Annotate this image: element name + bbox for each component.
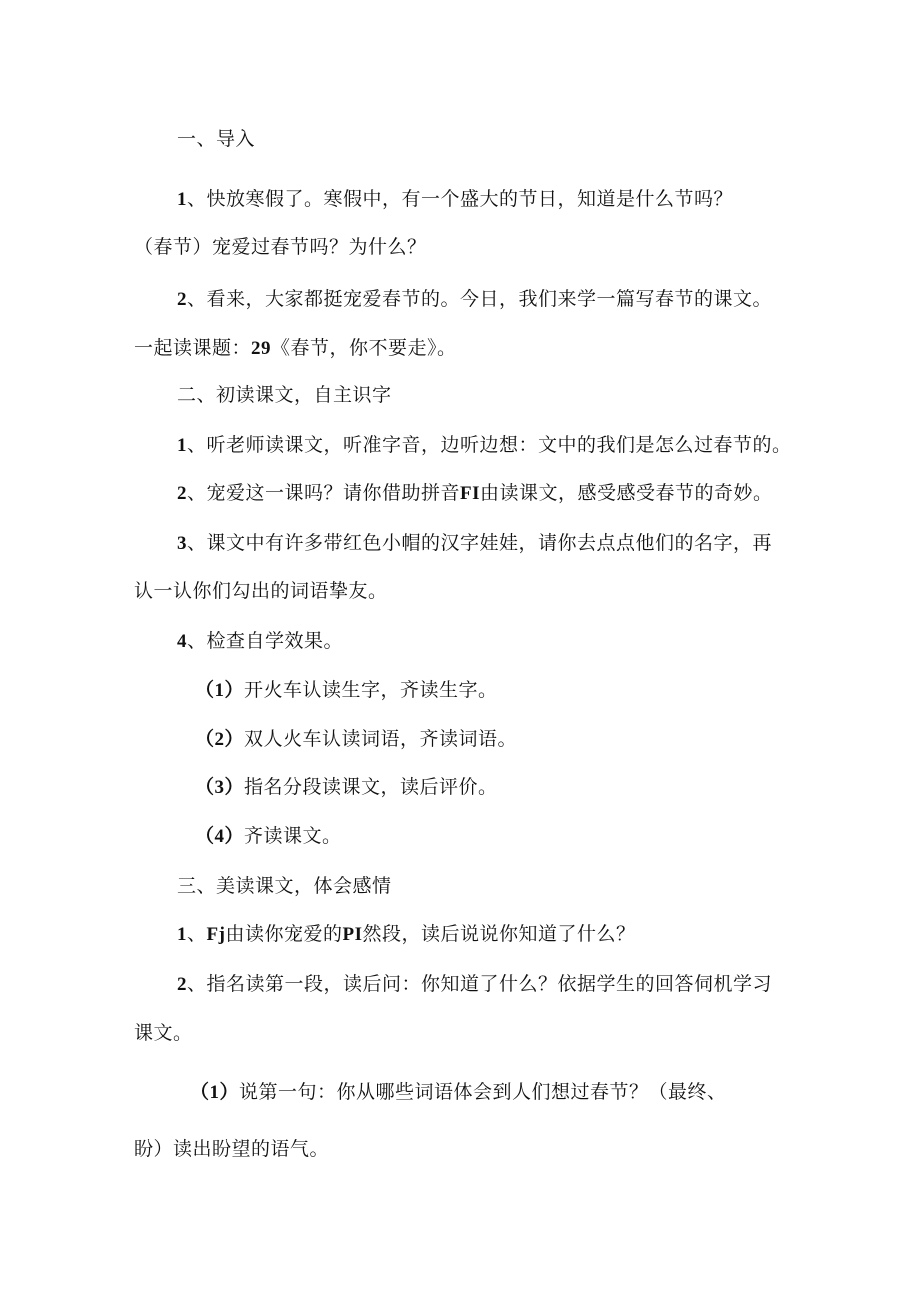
bold-text: （2） [195,729,245,750]
text-run: 课文。 [134,1022,193,1044]
bold-text: 2 [177,289,187,310]
heading-1 [177,127,255,151]
text-run: 、检查自学效果。 [187,630,344,652]
text-run: 、课文中有许多带红色小帽的汉字娃娃，请你去点点他们的名字，再 [187,532,773,554]
text-run: 、听老师读课文，听准字音，边听边想：文中的我们是怎么过春节的。 [187,434,792,456]
bold-text: 1 [177,189,187,210]
list-item [195,727,517,752]
paragraph-line [177,531,772,556]
text-run: 一起读课题： [134,337,252,359]
text-run: 、看来，大家都挺宠爱春节的。今日，我们来学一篇写春节的课文。 [187,288,773,310]
text-run: 三、美读课文，体会感情 [177,875,392,897]
bold-text: PI [342,924,363,945]
text-run: 认一认你们勾出的词语挚友。 [134,580,388,602]
paragraph-line [177,922,635,947]
text-run: 、宠爱这一课吗？请你借助拼音 [187,482,461,504]
bold-text: （3） [195,777,245,798]
bold-text: 2 [177,974,187,995]
list-item [190,1080,727,1105]
text-run: 说第一句：你从哪些词语体会到人们想过春节？（最终、 [239,1081,727,1103]
paragraph-line [134,235,427,259]
bold-text: 4 [177,631,187,652]
paragraph-line [134,1137,329,1161]
bold-text: 1 [177,435,187,456]
paragraph-line [177,287,772,312]
bold-text: （4） [195,826,245,847]
text-run: 指名分段读课文，读后评价。 [244,776,498,798]
paragraph-line [177,972,772,997]
paragraph-line [177,187,733,212]
text-run: 二、初读课文，自主识字 [177,384,392,406]
bold-text: 1 [177,924,187,945]
text-run: 、 [187,923,207,945]
text-run: 由读课文，感受感受春节的奇妙。 [480,482,773,504]
bold-text: 2 [177,483,187,504]
bold-text: （1） [190,1082,240,1103]
bold-text: FI [460,483,481,504]
text-run: 盼）读出盼望的语气。 [134,1138,330,1160]
paragraph-line [177,433,792,458]
text-run: 《春节，你不要走》。 [271,337,457,359]
paragraph-line [134,336,457,361]
bold-text: （1） [195,680,245,701]
text-run: 然段，读后说说你知道了什么？ [362,923,636,945]
text-run: （春节）宠爱过春节吗？为什么？ [134,236,427,258]
text-run: 双人火车认读词语，齐读词语。 [244,728,518,750]
bold-text: 3 [177,533,187,554]
paragraph-line [134,1021,193,1045]
list-item [195,678,498,703]
paragraph-line [134,579,388,603]
text-run: 、快放寒假了。寒假中，有一个盛大的节日，知道是什么节吗？ [187,188,734,210]
list-item [195,775,498,800]
heading-3 [177,874,392,898]
text-run: 由读你宠爱的 [225,923,343,945]
text-run: 、指名读第一段，读后问：你知道了什么？依据学生的回答伺机学习 [187,973,773,995]
paragraph-line [177,629,343,654]
list-item [195,824,342,849]
text-run: 一、导入 [177,128,256,150]
text-run: 齐读课文。 [244,825,342,847]
bold-text: Fj [206,924,226,945]
paragraph-line [177,481,773,506]
heading-2 [177,383,392,407]
bold-text: 29 [251,338,272,359]
text-run: 开火车认读生字，齐读生字。 [244,679,498,701]
